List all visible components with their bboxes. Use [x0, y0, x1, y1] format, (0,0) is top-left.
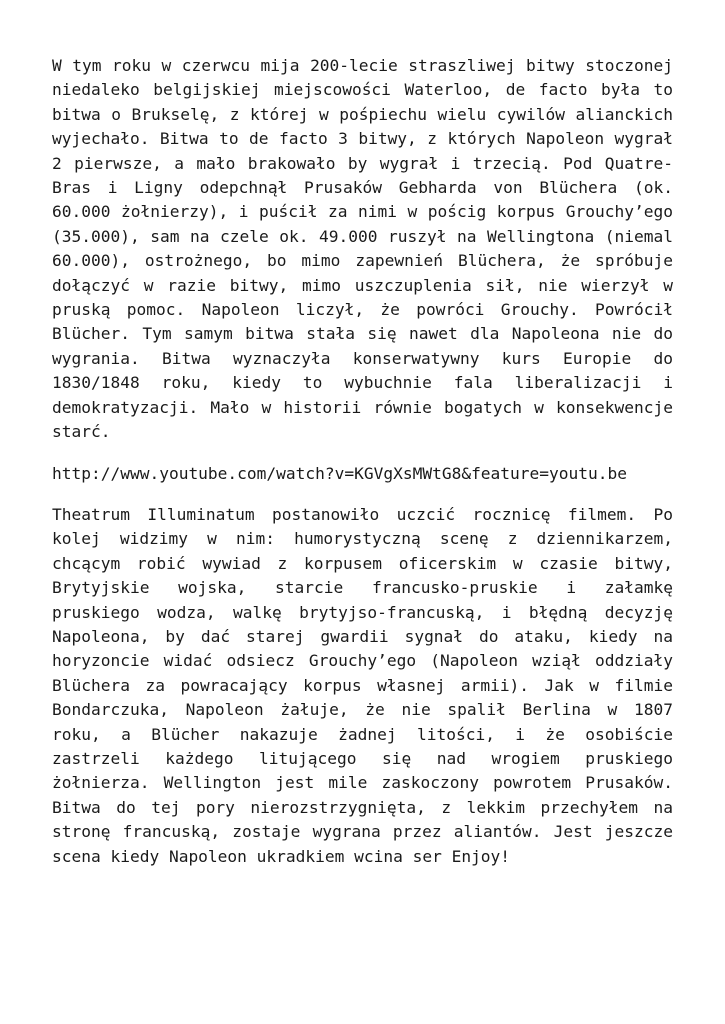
- paragraph-waterloo-history: W tym roku w czerwcu mija 200-lecie straszliwej bitwy stoczonej niedaleko belgijskiej miejscowości Waterloo, de facto była to bitwa o Brukselę, z której w pośpiechu wielu cywilów alianckich wyjechało. Bitwa to de facto 3 bitwy, z których Napoleon wygrał 2 pierwsze, a mało brakowało by wygrał i trzecią. Pod Quatre-Bras i Ligny odepchnął Prusaków Gebharda von Blüchera (ok. 60.000 żołnierzy), i puścił za nimi w pościg korpus Grouchy’ego (35.000), sam na czele ok. 49.000 ruszył na Wellingtona (niemal 60.000), ostrożnego, bo mimo zapewnień Blüchera, że spróbuje dołączyć w razie bitwy, mimo uszczuplenia sił, nie wierzył w pruską pomoc. Napoleon liczył, że powróci Grouchy. Powrócił Blücher. Tym samym bitwa stała się nawet dla Napoleona nie do wygrania. Bitwa wyznaczyła konserwatywny kurs Europie do 1830/1848 roku, kiedy to wybuchnie fala liberalizacji i demokratyzacji. Mało w historii równie bogatych w konsekwencje starć.: [52, 56, 673, 442]
- article-body: [52, 54, 673, 886]
- youtube-link[interactable]: http://www.youtube.com/watch?v=KGVgXsMWtG8&feature=youtu.be: [52, 463, 627, 483]
- paragraph-film-description: Theatrum Illuminatum postanowiło uczcić rocznicę filmem. Po kolej widzimy w nim: humorystyczną scenę z dziennikarzem, chcącym robić wywiad z korpusem oficerskim w czasie bitwy, Brytyjskie wojska, starcie francusko-pruskie i załamkę pruskiego wodza, walkę brytyjso-francuską, i błędną decyzję Napoleona, by dać starej gwardii sygnał do ataku, kiedy na horyzoncie widać odsiecz Grouchy’ego (Napoleon wziął oddziały Blüchera za powracający korpus własnej armii). Jak w filmie Bondarczuka, Napoleon żałuje, że nie spalił Berlina w 1807 roku, a Blücher nakazuje żadnej litości, i że osobiście zastrzeli każdego litującego się nad wrogiem pruskiego żołnierza. Wellington jest mile zaskoczony powrotem Prusaków. Bitwa do tej pory nierozstrzygnięta, z lekkim przechyłem na stronę francuską, zostaje wygrana przez aliantów. Jest jeszcze scena kiedy Napoleon ukradkiem wcina ser Enjoy!: [52, 504, 673, 866]
